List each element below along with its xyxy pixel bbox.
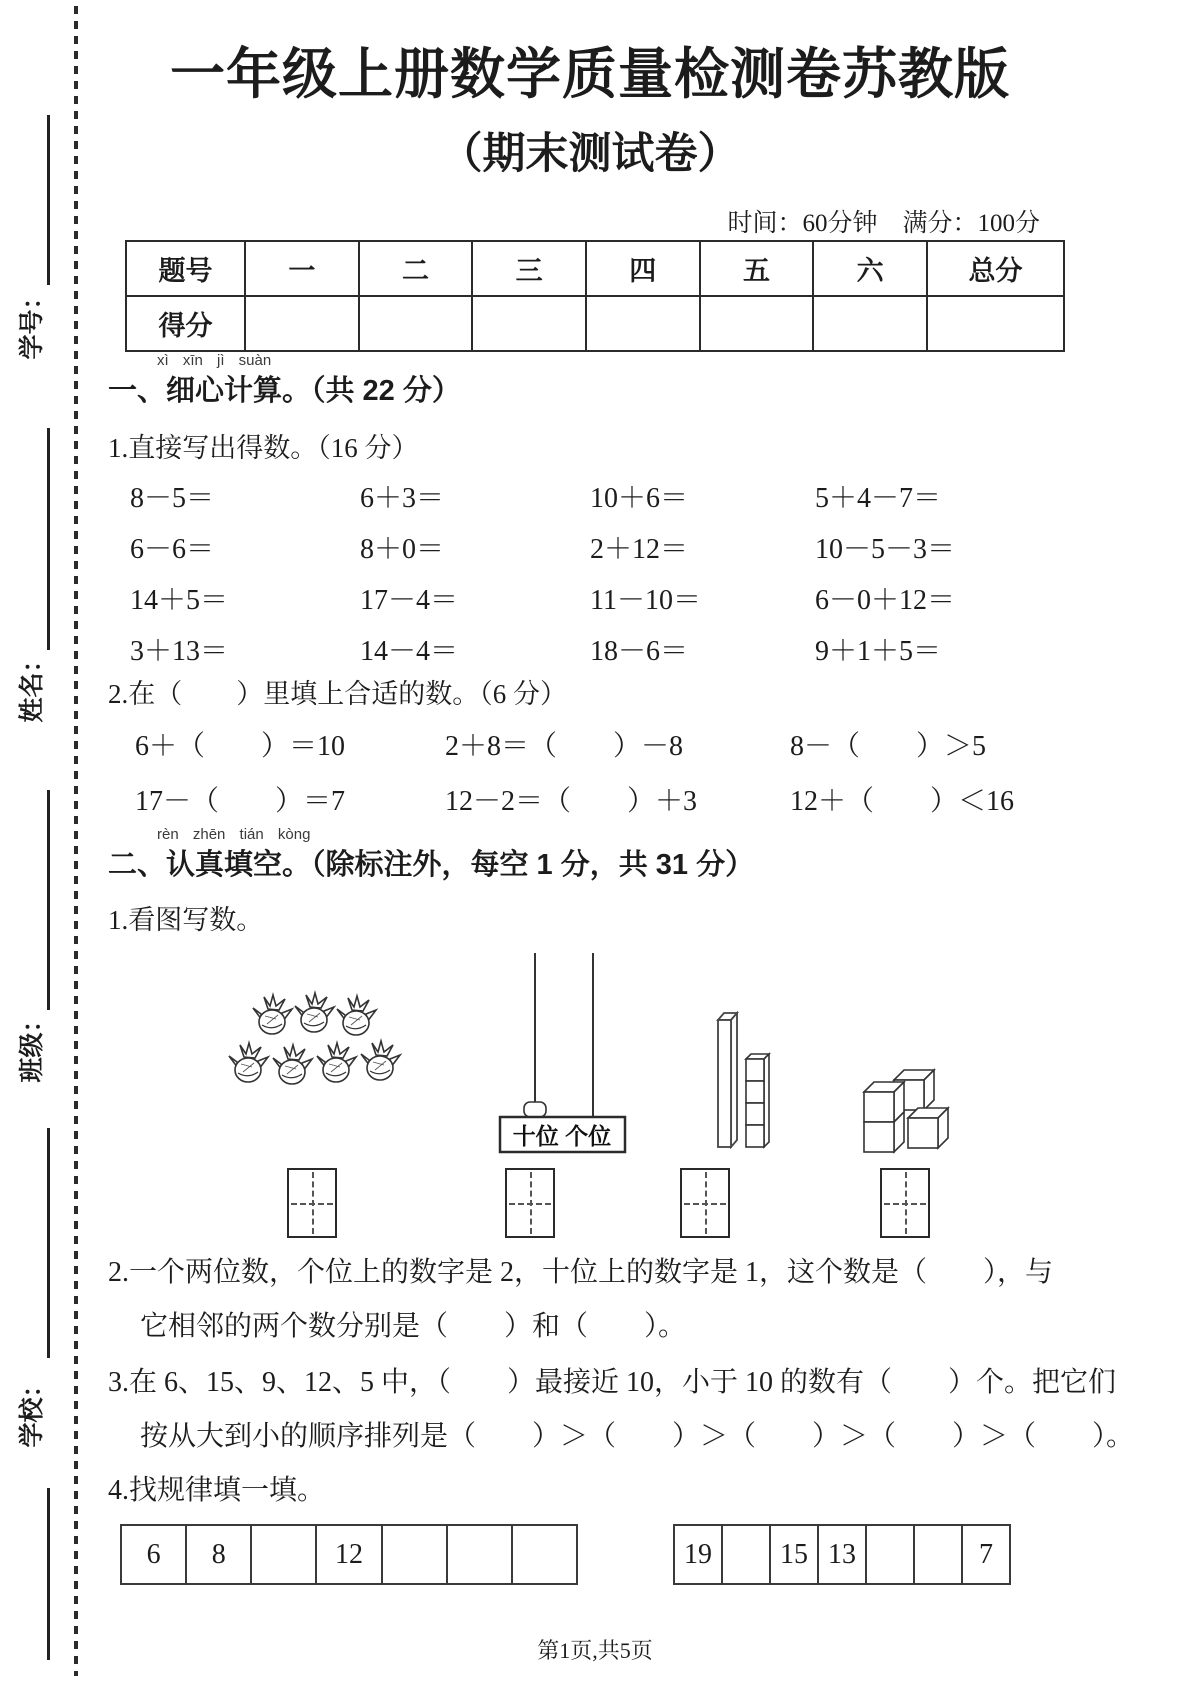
abacus-picture <box>495 945 630 1157</box>
ten-rod-and-cubes-picture <box>700 1006 785 1154</box>
abacus-bead <box>524 1102 546 1117</box>
pattern-cell: 6 <box>121 1525 186 1584</box>
pattern-cell <box>722 1525 770 1584</box>
equation: 2＋12＝ <box>590 533 689 565</box>
equation: 6＋3＝ <box>360 482 445 514</box>
student-no-blank-line <box>47 115 50 285</box>
score-cell <box>927 296 1064 351</box>
score-table <box>125 240 1065 352</box>
name-label: 姓名： <box>18 647 46 723</box>
equation: 9＋1＋5＝ <box>815 635 942 667</box>
student-no-label: 学号： <box>18 284 46 360</box>
pattern-cell: 15 <box>770 1525 818 1584</box>
score-table-score-row <box>126 296 1064 351</box>
pattern-cell: 19 <box>674 1525 722 1584</box>
pattern-cell: 13 <box>818 1525 866 1584</box>
pattern-cell: 7 <box>962 1525 1010 1584</box>
pattern-cell <box>382 1525 447 1584</box>
pattern-cell: 12 <box>316 1525 381 1584</box>
s2-q4-label: 4.找规律填一填。 <box>108 1475 326 1506</box>
equation: 6－6＝ <box>130 533 215 565</box>
equation: 14－4＝ <box>360 635 459 667</box>
score-cell <box>359 296 473 351</box>
equation: 2＋8＝（ ）－8 <box>445 730 684 762</box>
answer-grid <box>680 1168 730 1238</box>
school-blank-line <box>47 1128 50 1358</box>
page-title: 一年级上册数学质量检测卷苏教版 <box>169 44 1010 105</box>
section1-pinyin: xì xīn jì suàn <box>157 352 272 369</box>
equation: 12－2＝（ ）＋3 <box>445 785 698 817</box>
pattern-cell <box>251 1525 316 1584</box>
class-blank-line <box>47 790 50 1010</box>
name-blank-line <box>47 428 50 650</box>
equation: 14＋5＝ <box>130 584 229 616</box>
dragon-fruits-picture <box>222 992 407 1100</box>
equation: 5＋4－7＝ <box>815 482 942 514</box>
section2-title: 二、认真填空。（除标注外，每空 1 分，共 31 分） <box>108 849 755 881</box>
s1-q2-label: 2.在（ ）里填上合适的数。（6 分） <box>108 679 567 709</box>
score-cell <box>245 296 359 351</box>
stacked-cubes-picture <box>850 1066 1000 1162</box>
abacus-place-labels: 十位 个位 <box>512 1123 612 1149</box>
equation: 10＋6＝ <box>590 482 689 514</box>
s1-q2-equations <box>135 716 1055 826</box>
equation: 6＋（ ）＝10 <box>135 730 346 762</box>
score-cell <box>472 296 586 351</box>
answer-grid <box>505 1168 555 1238</box>
answer-grid <box>880 1168 930 1238</box>
answer-grid <box>287 1168 337 1238</box>
equation: 8－5＝ <box>130 482 215 514</box>
equation: 8＋0＝ <box>360 533 445 565</box>
score-header-cell: 总分 <box>927 241 1064 296</box>
score-cell <box>700 296 814 351</box>
s2-q3-line1: 3.在 6、15、9、12、5 中，（ ）最接近 10，小于 10 的数有（ ）个。把它们 <box>108 1367 1117 1398</box>
page-subtitle: （期末测试卷） <box>439 131 741 178</box>
score-header-cell: 一 <box>245 241 359 296</box>
s1-q1-label: 1.直接写出得数。（16 分） <box>108 433 419 463</box>
pattern-table-a <box>120 1524 578 1585</box>
class-label: 班级： <box>18 1007 46 1083</box>
pattern-cell <box>866 1525 914 1584</box>
pattern-cell <box>914 1525 962 1584</box>
s2-q2-line1: 2.一个两位数，个位上的数字是 2，十位上的数字是 1，这个数是（ ），与 <box>108 1257 1054 1288</box>
score-table-header-row <box>126 241 1064 296</box>
score-cell <box>586 296 700 351</box>
equation: 11－10＝ <box>590 584 701 616</box>
score-row-label: 得分 <box>126 296 245 351</box>
pattern-cell <box>512 1525 577 1584</box>
equation: 3＋13＝ <box>130 635 229 667</box>
school-label: 学校： <box>18 1372 46 1448</box>
s1-q1-equations <box>130 470 1050 674</box>
pattern-cell <box>447 1525 512 1584</box>
s2-q1-label: 1.看图写数。 <box>108 905 264 935</box>
equation: 10－5－3＝ <box>815 533 956 565</box>
seal-dashed-line <box>74 6 78 1676</box>
equation: 18－6＝ <box>590 635 689 667</box>
s2-q3-line2: 按从大到小的顺序排列是（ ）＞（ ）＞（ ）＞（ ）＞（ ）。 <box>140 1421 1135 1452</box>
section1-title: 一、细心计算。（共 22 分） <box>108 375 461 407</box>
s2-q2-line2: 它相邻的两个数分别是（ ）和（ ）。 <box>140 1311 687 1342</box>
score-cell <box>813 296 927 351</box>
section2-pinyin: rèn zhēn tián kòng <box>157 826 311 843</box>
equation: 17－（ ）＝7 <box>135 785 346 817</box>
score-header-cell: 六 <box>813 241 927 296</box>
equation: 6－0＋12＝ <box>815 584 956 616</box>
time-score-meta: 时间：60分钟 满分：100分 <box>727 210 1040 237</box>
equation: 12＋（ ）＜16 <box>790 785 1015 817</box>
score-header-cell: 二 <box>359 241 473 296</box>
page-number: 第1页,共5页 <box>537 1638 653 1663</box>
equation: 8－（ ）＞5 <box>790 730 987 762</box>
pattern-table-b <box>673 1524 1011 1585</box>
score-header-cell: 三 <box>472 241 586 296</box>
score-header-cell: 四 <box>586 241 700 296</box>
score-header-cell: 五 <box>700 241 814 296</box>
pattern-cell: 8 <box>186 1525 251 1584</box>
equation: 17－4＝ <box>360 584 459 616</box>
score-header-cell: 题号 <box>126 241 245 296</box>
